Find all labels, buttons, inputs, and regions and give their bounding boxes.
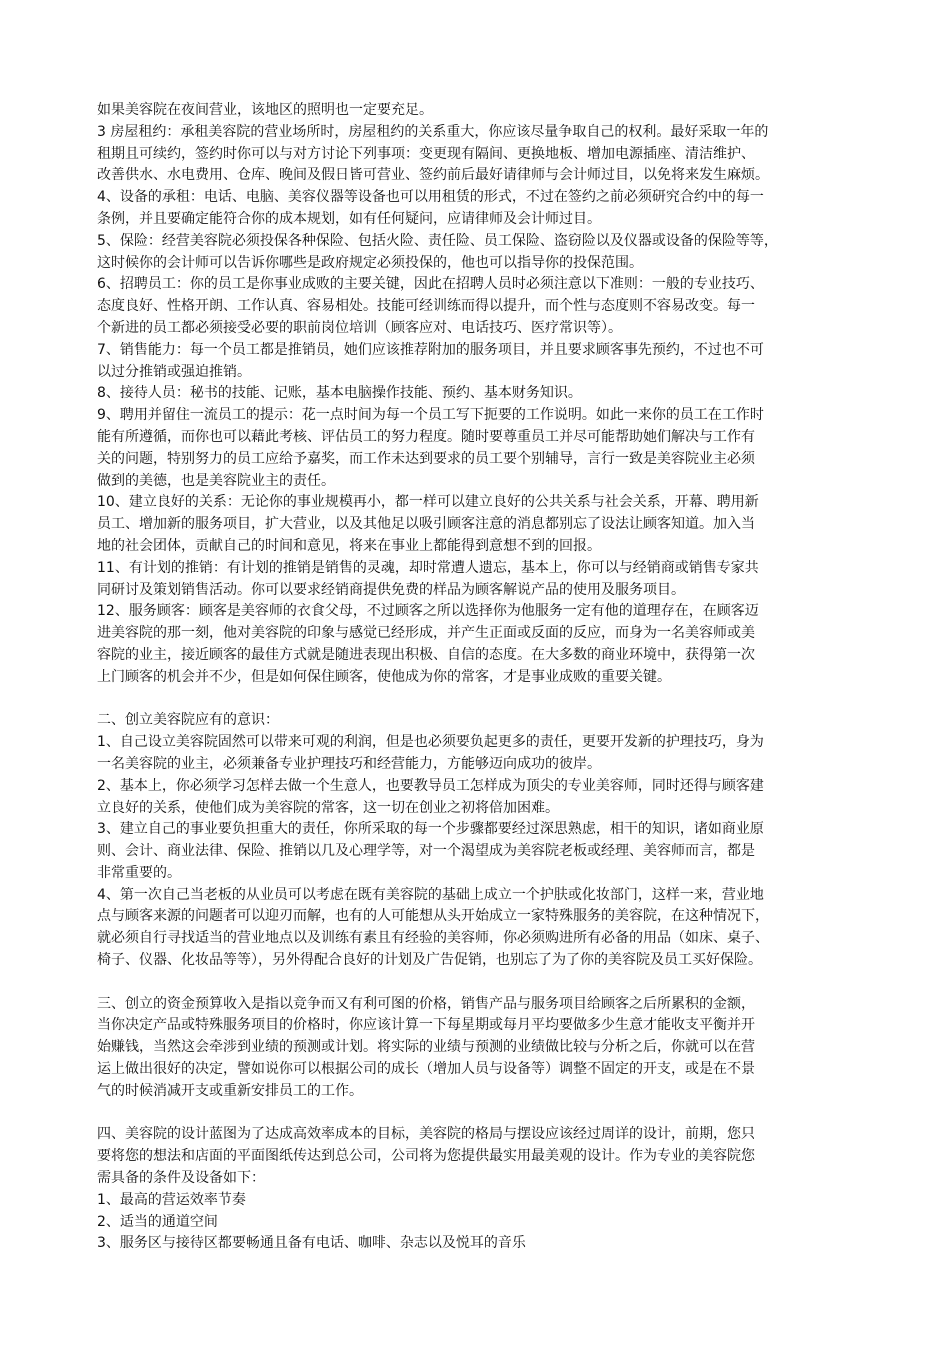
paragraph xyxy=(97,1124,872,1189)
text-line: 条例，并且要确定能符合你的成本规划，如有任何疑问，应请律师及会计师过目。 xyxy=(97,210,601,227)
paragraph xyxy=(97,558,872,602)
text-line: 如果美容院在夜间营业，该地区的照明也一定要充足。 xyxy=(97,102,433,118)
text-line: 三、创立的资金预算收入是指以竞争而又有利可图的价格，销售产品与服务项目给顾客之后所累积的金额， xyxy=(97,995,755,1012)
text-line: 二、创立美容院应有的意识： xyxy=(97,712,279,729)
text-line: 以过分推销或强迫推销。 xyxy=(97,363,251,380)
section-s3 xyxy=(97,994,872,1103)
paragraph xyxy=(97,405,872,492)
section-s1 xyxy=(97,100,872,689)
text-line: 3 房屋租约：承租美容院的营业场所时，房屋租约的关系重大，你应该尽量争取自己的权利。最好采取一年的 xyxy=(97,123,769,140)
paragraph xyxy=(97,187,872,231)
text-line: 5、保险：经营美容院必须投保各种保险、包括火险、责任险、员工保险、盗窃险以及仪器或设备的保险等等， xyxy=(97,232,778,249)
text-line: 上门顾客的机会并不少，但是如何保住顾客，使他成为你的常客，才是事业成败的重要关键。 xyxy=(97,668,671,685)
text-line: 这时候你的会计师可以告诉你哪些是政府规定必须投保的，他也可以指导你的投保范围。 xyxy=(97,254,643,271)
text-line: 则、会计、商业法律、保险、推销以几及心理学等，对一个渴望成为美容院老板或经理、美容师而言，都是 xyxy=(97,843,755,860)
text-line: 四、美容院的设计蓝图为了达成高效率成本的目标，美容院的格局与摆设应该经过周详的设计，前期，您只 xyxy=(97,1126,755,1143)
text-line: 2、基本上，你必须学习怎样去做一个生意人，也要教导员工怎样成为顶尖的专业美容师，同时还得与顾客建 xyxy=(97,777,764,794)
document-page xyxy=(97,100,872,1255)
paragraph xyxy=(97,732,872,776)
text-line: 关的问题，特别努力的员工应给予嘉奖，而工作未达到要求的员工要个别辅导，言行一致是美容院业主必须 xyxy=(97,450,755,467)
text-line: 做到的美德，也是美容院业主的责任。 xyxy=(97,472,335,489)
paragraph xyxy=(97,231,872,275)
text-line: 租期且可续约，签约时你可以与对方讨论下列事项：变更现有隔间、更换地板、增加电源插座、清洁维护、 xyxy=(97,145,755,162)
text-line: 进美容院的那一刻，他对美容院的印象与感觉已经形成，并产生正面或反面的反应，而身为一名美容师或美 xyxy=(97,625,755,642)
text-line: 需具备的条件及设备如下： xyxy=(97,1170,265,1187)
paragraph xyxy=(97,122,872,187)
text-line: 椅子、仪器、化妆品等等），另外得配合良好的计划及广告促销，也别忘了为了你的美容院及员工买好保险。 xyxy=(97,952,762,969)
paragraph xyxy=(97,776,872,820)
paragraph xyxy=(97,1212,872,1234)
paragraph xyxy=(97,274,872,339)
text-line: 点与顾客来源的问题者可以迎刃而解，也有的人可能想从头开始成立一家特殊服务的美容院，在这种情况下， xyxy=(97,908,769,925)
text-line: 1、自己设立美容院固然可以带来可观的利润，但是也必须要负起更多的责任，更要开发新的护理技巧，身为 xyxy=(97,734,764,751)
text-line: 3、建立自己的事业要负担重大的责任，你所采取的每一个步骤都要经过深思熟虑，相干的知识，诸如商业原 xyxy=(97,821,764,838)
text-line: 就必须自行寻找适当的营业地点以及训练有素且有经验的美容师，你必须购进所有必备的用品（如床、桌子、 xyxy=(97,930,769,947)
section-gap xyxy=(97,689,872,711)
text-line: 当你决定产品或特殊服务项目的价格时，你应该计算一下每星期或每月平均要做多少生意才能收支平衡并开 xyxy=(97,1017,755,1034)
section-s2 xyxy=(97,710,872,972)
paragraph xyxy=(97,885,872,972)
paragraph xyxy=(97,1190,872,1212)
text-line: 立良好的关系，使他们成为美容院的常客，这一切在创业之初将倍加困难。 xyxy=(97,799,559,816)
text-line: 始赚钱，当然这会牵涉到业绩的预测或计划。将实际的业绩与预测的业绩做比较与分析之后，你就可以在营 xyxy=(97,1039,755,1056)
paragraph xyxy=(97,100,872,122)
text-line: 2、适当的通道空间 xyxy=(97,1213,218,1230)
text-line: 要将您的想法和店面的平面图纸传达到总公司，公司将为您提供最实用最美观的设计。作为专业的美容院您 xyxy=(97,1148,755,1165)
text-line: 9、聘用并留住一流员工的提示：花一点时间为每一个员工写下扼要的工作说明。如此一来你的员工在工作时 xyxy=(97,407,764,424)
text-line: 同研讨及策划销售活动。你可以要求经销商提供免费的样品为顾客解说产品的使用及服务项目。 xyxy=(97,581,685,598)
text-line: 一名美容院的业主，必须兼备专业护理技巧和经营能力，方能够迈向成功的彼岸。 xyxy=(97,755,601,772)
text-line: 8、接待人员：秘书的技能、记账，基本电脑操作技能、预约、基本财务知识。 xyxy=(97,385,582,402)
text-line: 态度良好、性格开朗、工作认真、容易相处。技能可经训练而得以提升，而个性与态度则不容易改变。每一 xyxy=(97,298,755,315)
text-line: 个新进的员工都必须接受必要的职前岗位培训（顾客应对、电话技巧、医疗常识等）。 xyxy=(97,319,622,336)
paragraph xyxy=(97,819,872,884)
text-line: 11、有计划的推销：有计划的推销是销售的灵魂，却时常遭人遗忘，基本上，你可以与经销商或销售专家共 xyxy=(97,559,759,576)
paragraph xyxy=(97,492,872,557)
text-line: 1、最高的营运效率节奏 xyxy=(97,1191,246,1208)
section-gap xyxy=(97,972,872,994)
text-line: 能有所遵循，而你也可以藉此考核、评估员工的努力程度。随时要尊重员工并尽可能帮助她们解决与工作有 xyxy=(97,428,755,445)
paragraph xyxy=(97,383,872,405)
text-line: 运上做出很好的决定，譬如说你可以根据公司的成长（增加人员与设备等）调整不固定的开支，或是在不景 xyxy=(97,1061,755,1078)
paragraph xyxy=(97,710,872,732)
paragraph xyxy=(97,1233,872,1255)
paragraph xyxy=(97,994,872,1103)
paragraph xyxy=(97,601,872,688)
text-line: 气的时候消减开支或重新安排员工的工作。 xyxy=(97,1082,363,1099)
text-line: 改善供水、水电费用、仓库、晚间及假日皆可营业、签约前后最好请律师与会计师过目，以免将来发生麻烦。 xyxy=(97,167,769,184)
text-line: 容院的业主，接近顾客的最佳方式就是随进表现出积极、自信的态度。在大多数的商业环境中，获得第一次 xyxy=(97,646,755,663)
text-line: 非常重要的。 xyxy=(97,864,181,881)
paragraph xyxy=(97,340,872,384)
text-line: 6、招聘员工：你的员工是你事业成败的主要关键，因此在招聘人员时必须注意以下准则：一般的专业技巧、 xyxy=(97,276,764,293)
text-line: 员工、增加新的服务项目，扩大营业，以及其他足以吸引顾客注意的消息都别忘了设法让顾客知道。加入当 xyxy=(97,516,755,533)
text-line: 3、服务区与接待区都要畅通且备有电话、咖啡、杂志以及悦耳的音乐 xyxy=(97,1235,526,1252)
text-line: 7、销售能力：每一个员工都是推销员，她们应该推荐附加的服务项目，并且要求顾客事先预约，不过也不可 xyxy=(97,341,764,358)
text-line: 10、建立良好的关系：无论你的事业规模再小，都一样可以建立良好的公共关系与社会关系，开幕、聘用新 xyxy=(97,494,759,511)
text-line: 4、设备的承租：电话、电脑、美容仪器等设备也可以用租赁的形式，不过在签约之前必须研究合约中的每一 xyxy=(97,189,764,206)
section-s4 xyxy=(97,1124,872,1255)
text-line: 地的社会团体，贡献自己的时间和意见，将来在事业上都能得到意想不到的回报。 xyxy=(97,537,601,554)
text-line: 12、服务顾客：顾客是美容师的衣食父母，不过顾客之所以选择你为他服务一定有他的道理存在，在顾客迈 xyxy=(97,603,759,620)
section-gap xyxy=(97,1103,872,1125)
text-line: 4、第一次自己当老板的从业员可以考虑在既有美容院的基础上成立一个护肤或化妆部门，这样一来，营业地 xyxy=(97,886,764,903)
